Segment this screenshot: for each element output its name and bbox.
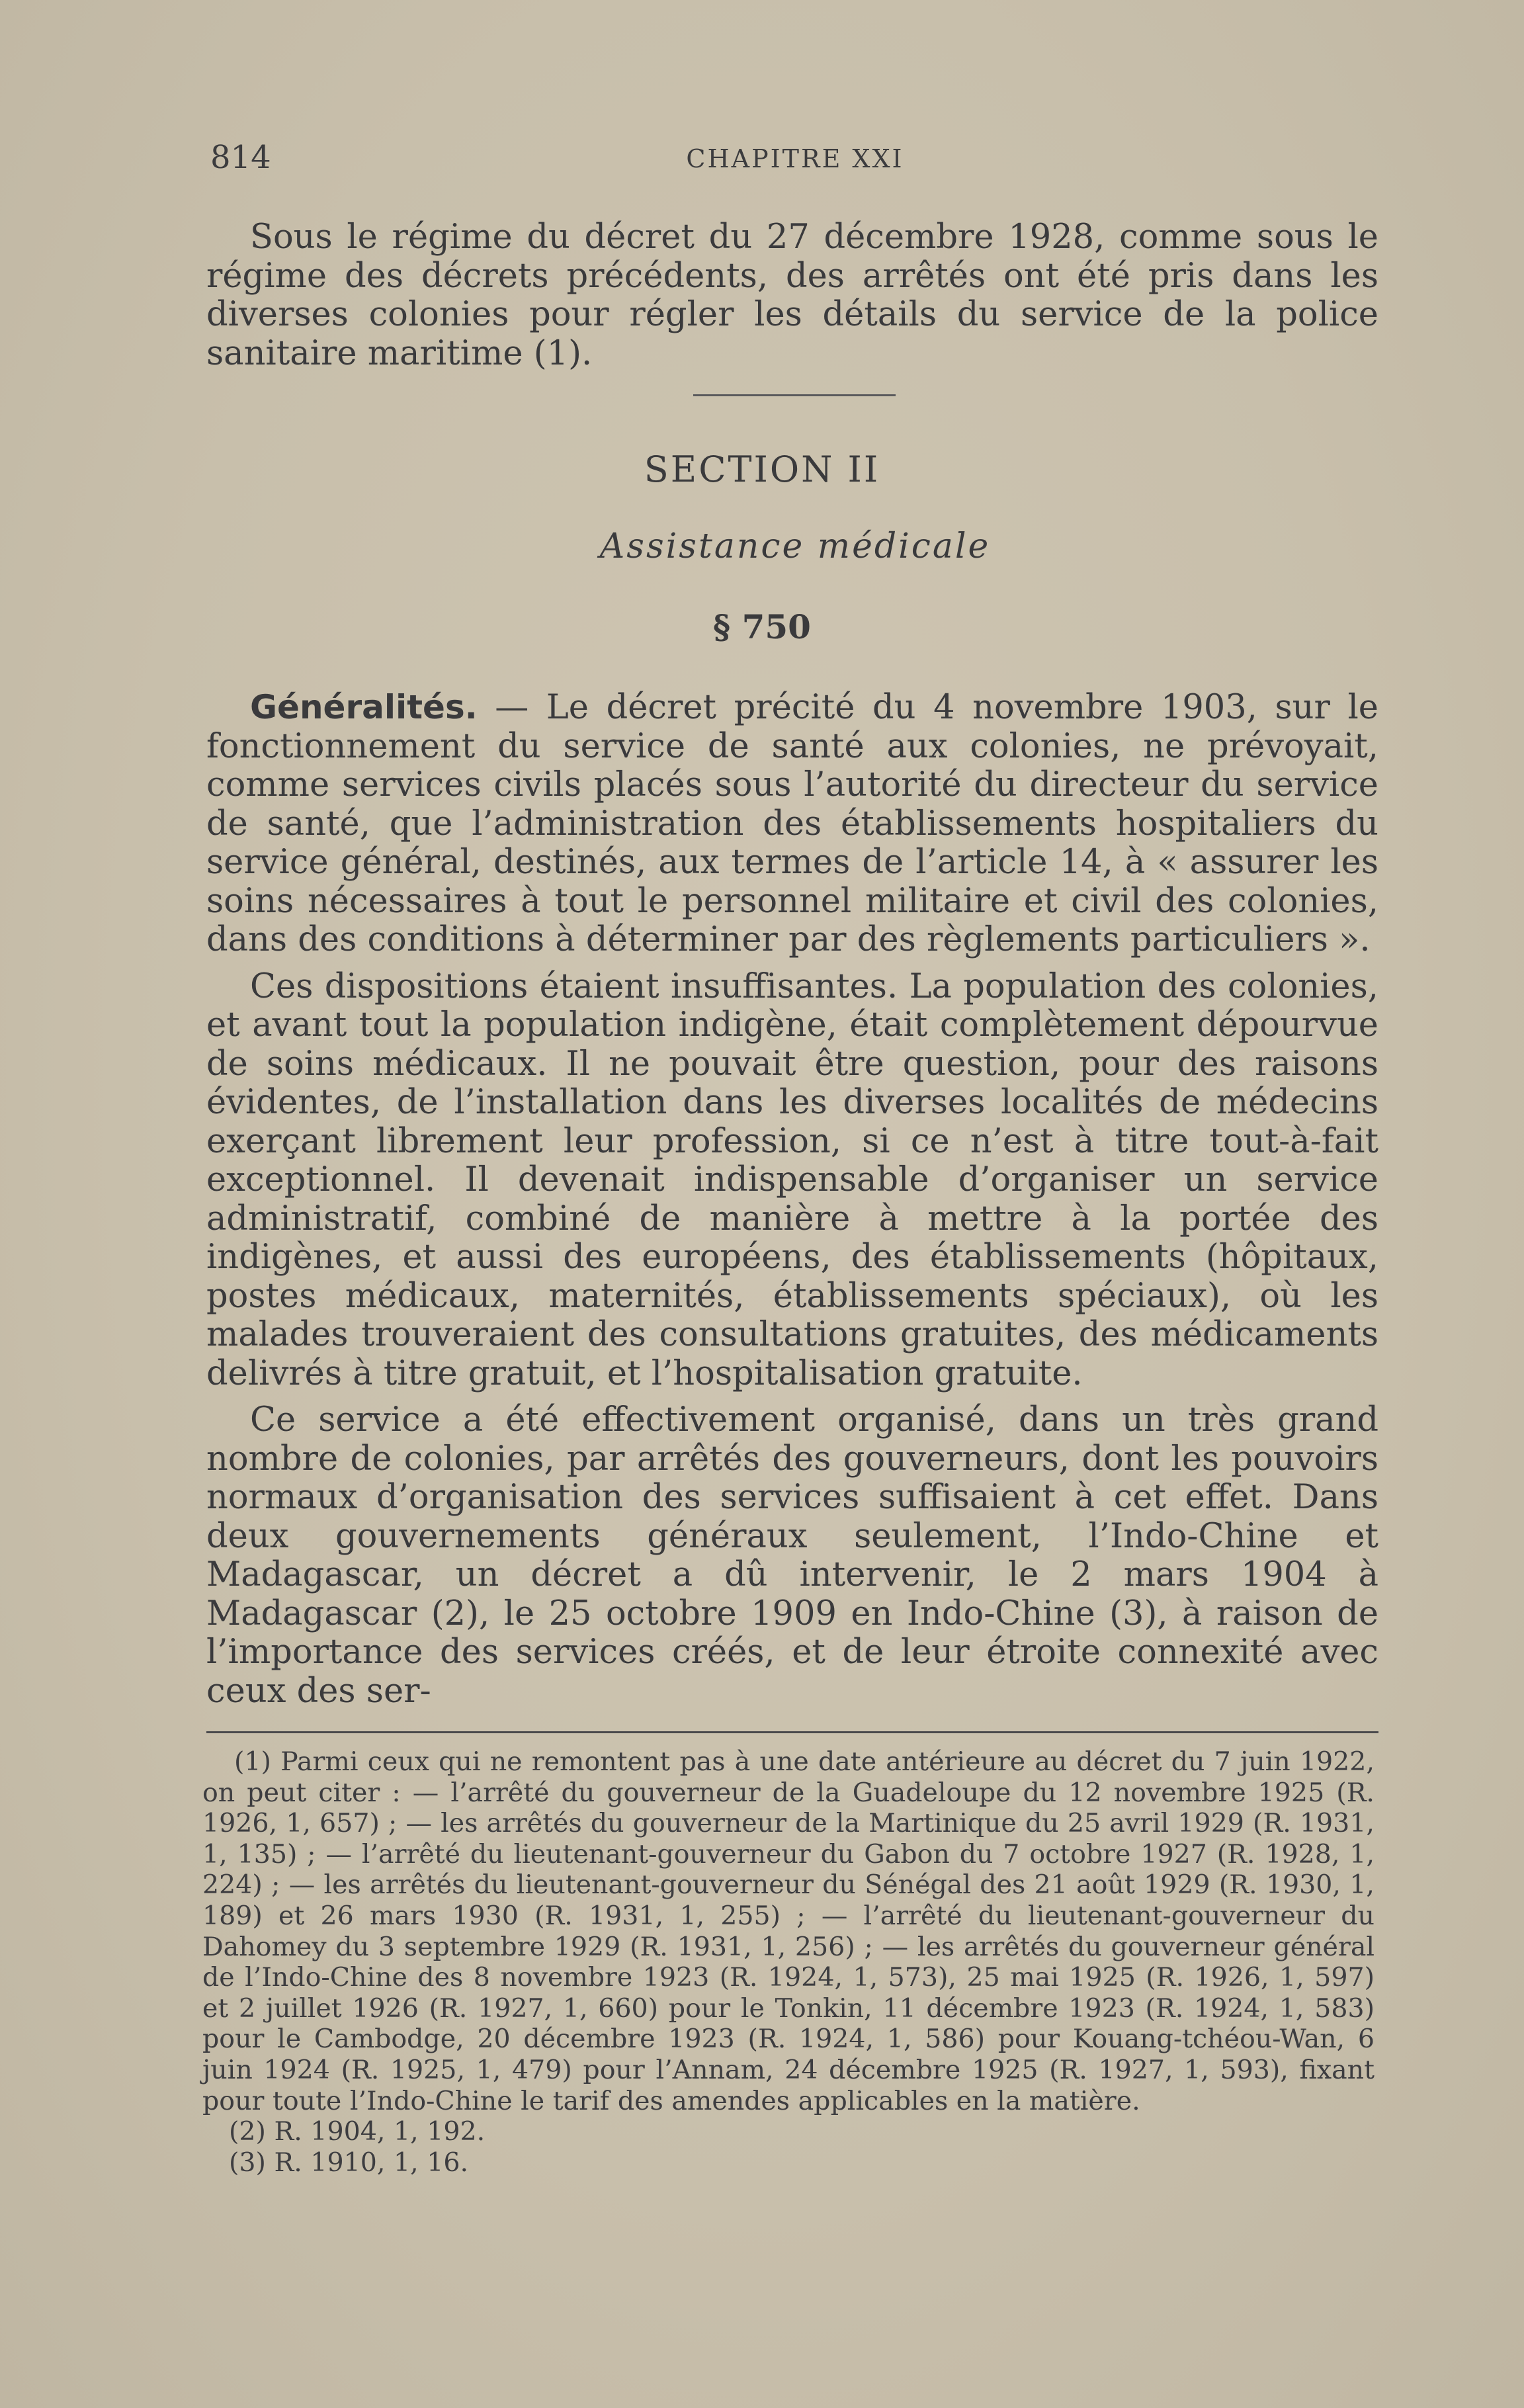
paragraph-number: § 750 xyxy=(713,607,811,646)
lead-heading: Généralités. xyxy=(250,688,478,726)
section-subtitle: Assistance médicale xyxy=(599,527,991,566)
footnote-1: (1) Parmi ceux qui ne remontent pas à une date antérieure au décret du 7 juin 1922, on peut citer : — l’arrêté du gouverneur de la Guadeloupe du 12 novembre 1925 (R. 1926, 1, 657) ; — les arrêtés du gouverneur de la Martinique du 25 avril 1929 (R. 1931, 1, 135) ; — l’arrêté du lieutenant-gouverneur du Gabon du 7 octobre 1927 (R. 1928, 1, 224) ; — les arrêtés du lieutenant-gouverneur du Sénégal des 21 août 1929 (R. 1930, 1, 189) et 26 mars 1930 (R. 1931, 1, 255) ; — l’arrêté du lieutenant-gouverneur du Dahomey du 3 septembre 1929 (R. 1931, 1, 256) ; — les arrêtés du gouverneur général de l’Indo-Chine des 8 novembre 1923 (R. 1924, 1, 573), 25 mai 1925 (R. 1926, 1, 597) et 2 juillet 1926 (R. 1927, 1, 660) pour le Tonkin, 11 décembre 1923 (R. 1924, 1, 583) pour le Cambodge, 20 décembre 1923 (R. 1924, 1, 586) pour Kouang-tchéou-Wan, 6 juin 1924 (R. 1925, 1, 479) pour l’Annam, 24 décembre 1925 (R. 1927, 1, 593), fixant pour toute l’Indo-Chine le tarif des amendes applicables en la matière. xyxy=(202,1746,1375,2116)
footnote-rule xyxy=(206,1731,1378,1733)
footnote-3: (3) R. 1910, 1, 16. xyxy=(229,2147,469,2178)
footnotes xyxy=(202,1746,1375,2178)
paragraph-generalites xyxy=(206,688,1378,960)
section-divider xyxy=(693,394,896,396)
paragraph-1-text: — Le décret précité du 4 novembre 1903, sur le fonctionnement du service de santé aux colonies, ne prévoyait, comme services civils placés sous l’autorité du directeur du service de santé, que l’administration des établissements hospitaliers du service général, destinés, aux termes de l’article 14, à « assurer les soins nécessaires à tout le personnel militaire et civil des colonies, dans des conditions à déterminer par des règlements particuliers ». xyxy=(206,688,1378,959)
main-text xyxy=(206,688,1378,1711)
paragraph-3: Ce service a été effectivement organisé, dans un très grand nombre de colonies, par arrêtés des gouverneurs, dont les pouvoirs normaux d’organisation des services suffisaient à cet effet. Dans deux gouvernements généraux seulement, l’Indo-Chine et Madagascar, un décret a dû intervenir, le 2 mars 1904 à Madagascar (2), le 25 octobre 1909 en Indo-Chine (3), à raison de l’importance des services créés, et de leur étroite connexité avec ceux des ser- xyxy=(206,1400,1378,1711)
intro-text xyxy=(206,218,1378,373)
paragraph-2: Ces dispositions étaient insuffisantes. La population des colonies, et avant tout la population indigène, était complètement dépourvue de soins médicaux. Il ne pouvait être question, pour des raisons évidentes, de l’installation dans les diverses localités de médecins exerçant librement leur profession, si ce n’est à titre tout-à-fait exceptionnel. Il devenait indispensable d’organiser un service administratif, combiné de manière à mettre à la portée des indigènes, et aussi des européens, des établissements (hôpitaux, postes médicaux, maternités, établissements spéciaux), où les malades trouveraient des consultations gratuites, des médicaments delivrés à titre gratuit, et l’hospitalisation gratuite. xyxy=(206,967,1378,1393)
footnote-2: (2) R. 1904, 1, 192. xyxy=(229,2116,486,2147)
section-title: SECTION II xyxy=(644,449,880,490)
intro-paragraph: Sous le régime du décret du 27 décembre 1928, comme sous le régime des décrets précédents, des arrêtés ont été pris dans les diverses colonies pour régler les détails du service de la police sanitaire maritime (1). xyxy=(206,218,1378,373)
page-header xyxy=(210,139,1380,179)
running-head: CHAPITRE XXI xyxy=(686,144,904,173)
page-number: 814 xyxy=(210,139,271,176)
